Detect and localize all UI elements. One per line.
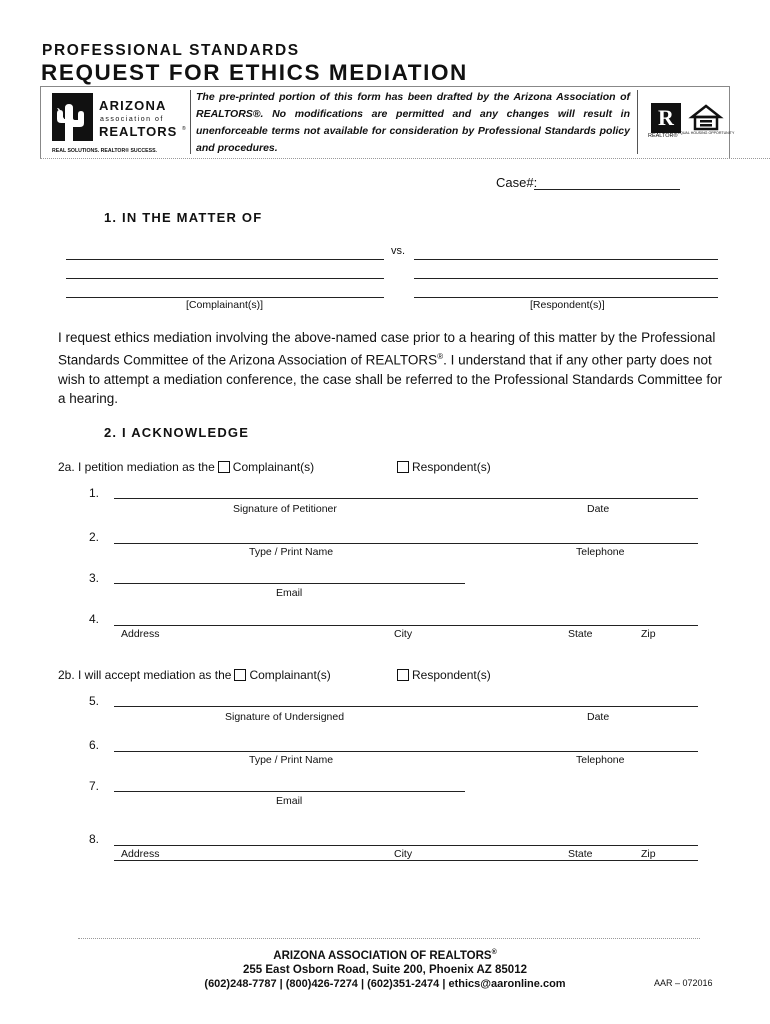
print-name-field-1[interactable]: [114, 543, 698, 544]
logo-line2: association of: [100, 116, 164, 123]
city-label-2: City: [394, 848, 413, 860]
state-label-1: State: [568, 628, 593, 640]
form-category-title: PROFESSIONAL STANDARDS: [42, 42, 300, 59]
footer-org: ARIZONA ASSOCIATION OF REALTORS®: [273, 949, 497, 962]
complainant-label: [Complainant(s)]: [186, 299, 264, 311]
state-label-2: State: [568, 848, 593, 860]
accept-respondent-option: Respondent(s): [394, 668, 491, 682]
accept-respondent-checkbox[interactable]: [397, 669, 409, 681]
petition-respondent-option: Respondent(s): [394, 460, 491, 474]
equal-housing-icon: [677, 103, 735, 139]
zip-label-2: Zip: [641, 848, 656, 860]
signature-petitioner-label: Signature of Petitioner: [233, 503, 337, 515]
section1-title: 1. IN THE MATTER OF: [104, 210, 263, 225]
form-code: AAR – 072016: [654, 978, 713, 988]
petition-row: 2a. I petition mediation as the Complainant(s): [58, 460, 315, 474]
print-name-field-2[interactable]: [114, 751, 698, 752]
print-name-label-1: Type / Print Name: [249, 546, 334, 558]
email-label-1: Email: [276, 587, 303, 599]
address-label-2: Address: [121, 848, 160, 860]
email-field-1[interactable]: [114, 583, 465, 584]
signature-petitioner-field[interactable]: [114, 498, 698, 499]
address-field-2[interactable]: [114, 845, 698, 846]
footer-contacts: (602)248-7787 | (800)426-7274 | (602)351-2474 | ethics@aaronline.com: [204, 978, 566, 990]
arizona-realtors-logo: [52, 90, 187, 154]
date-label-2: Date: [587, 711, 610, 723]
complainant-line-2[interactable]: [66, 278, 384, 279]
petition-complainant-checkbox[interactable]: [218, 461, 230, 473]
header-divider: [40, 158, 770, 159]
address-label-1: Address: [121, 628, 160, 640]
field-number-5: 5.: [89, 694, 100, 708]
cactus-logo-icon: [52, 90, 187, 154]
email-label-2: Email: [276, 795, 303, 807]
field-number-4: 4.: [89, 612, 100, 626]
svg-text:®: ®: [182, 126, 186, 132]
petition-respondent-checkbox[interactable]: [397, 461, 409, 473]
complainant-line-3[interactable]: [66, 297, 384, 298]
eho-caption: EQUAL HOUSING OPPORTUNITY: [677, 131, 735, 135]
signature-undersigned-field[interactable]: [114, 706, 698, 707]
mediation-request-paragraph: I request ethics mediation involving the above-named case prior to a hearing of this matter by the Professional Standards Committee of the Arizona Association of REALTORS®. I understand that if any other party does not wish to attempt a mediation conference, the case shall be referred to the Professional Standards Committee for a hearing.: [58, 330, 723, 406]
case-number-label: Case#:: [496, 175, 538, 190]
city-label-1: City: [394, 628, 413, 640]
accept-complainant-checkbox[interactable]: [234, 669, 246, 681]
respondent-line-3[interactable]: [414, 297, 718, 298]
zip-label-1: Zip: [641, 628, 656, 640]
respondent-label: [Respondent(s)]: [530, 299, 605, 311]
respondent-line-2[interactable]: [414, 278, 718, 279]
telephone-label-2: Telephone: [576, 754, 625, 766]
footer-address: 255 East Osborn Road, Suite 200, Phoenix AZ 85012: [243, 964, 527, 976]
field-number-1: 1.: [89, 486, 100, 500]
address-underline: [114, 860, 698, 861]
logo-line3: REALTORS: [99, 124, 178, 139]
field-number-3: 3.: [89, 571, 100, 585]
field-number-8: 8.: [89, 832, 100, 846]
form-title: REQUEST FOR ETHICS MEDIATION: [41, 60, 468, 85]
case-number-field[interactable]: [534, 189, 680, 190]
respondent-line-1[interactable]: [414, 259, 718, 260]
realtor-r-letter: R: [658, 105, 674, 130]
logo-tagline: REAL SOLUTIONS. REALTOR® SUCCESS.: [52, 148, 157, 154]
realtor-r-icon: [651, 103, 681, 133]
telephone-label-1: Telephone: [576, 546, 625, 558]
email-field-2[interactable]: [114, 791, 465, 792]
accept-row: 2b. I will accept mediation as the Complainant(s): [58, 668, 331, 682]
disclaimer-separator: [637, 90, 638, 154]
disclaimer-text: The pre-printed portion of this form has been drafted by the Arizona Association of REALTORS®. No modifications are permitted and any changes will result in unenforceable terms not available for consideration by Professional Standards policy and procedures.: [196, 91, 630, 154]
footer-divider: [78, 938, 700, 939]
field-number-7: 7.: [89, 779, 100, 793]
date-label-1: Date: [587, 503, 610, 515]
print-name-label-2: Type / Print Name: [249, 754, 334, 766]
vs-label: vs.: [391, 245, 406, 257]
realtor-caption: REALTOR®: [648, 133, 678, 139]
logo-separator: [190, 90, 191, 154]
section2-title: 2. I ACKNOWLEDGE: [104, 425, 250, 440]
logo-line1: ARIZONA: [99, 98, 167, 113]
field-number-2: 2.: [89, 530, 100, 544]
signature-undersigned-label: Signature of Undersigned: [225, 711, 345, 723]
complainant-line-1[interactable]: [66, 259, 384, 260]
field-number-6: 6.: [89, 738, 100, 752]
address-field-1[interactable]: [114, 625, 698, 626]
